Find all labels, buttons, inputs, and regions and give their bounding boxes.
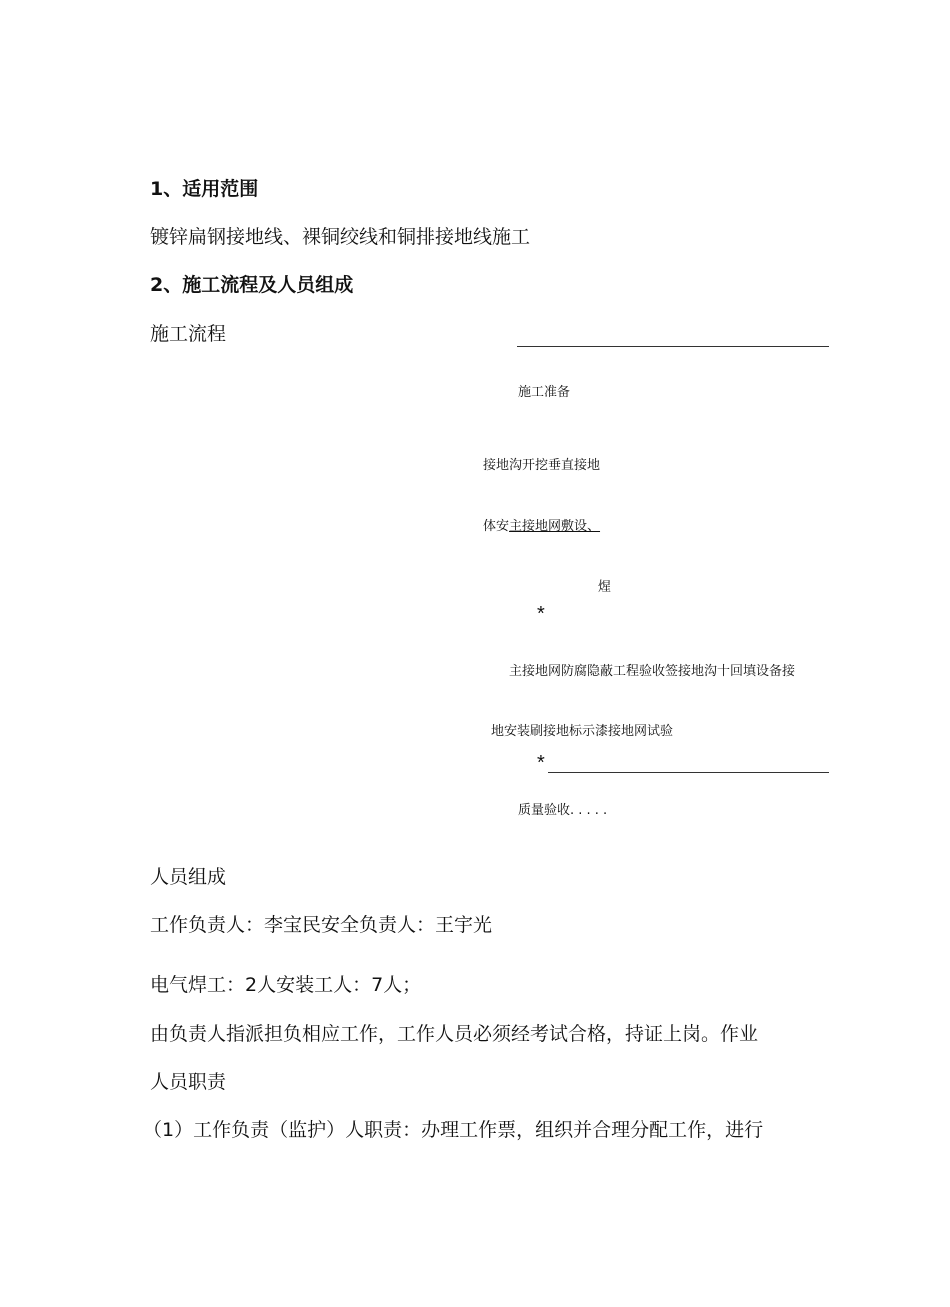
section-1-heading: 1、适用范围	[150, 178, 259, 200]
staff-line-5: （1）工作负责（监护）人职责：办理工作票，组织并合理分配工作，进行	[143, 1119, 764, 1141]
flow-star-2: *	[537, 752, 545, 774]
staff-heading: 人员组成	[150, 866, 227, 888]
section-2-heading: 2、施工流程及人员组成	[150, 274, 354, 296]
flow-heading: 施工流程	[150, 323, 227, 345]
staff-line-4: 人员职责	[150, 1071, 227, 1093]
flow-step-prep: 施工准备	[518, 385, 571, 400]
staff-line-2: 电气焊工：2人安装工人：7人；	[150, 974, 422, 996]
flow-line-b-underlined: 主接地网敷设、	[509, 519, 601, 534]
flow-line-d: 主接地网防腐隐蔽工程验收签接地沟十回填设备接	[509, 664, 796, 679]
flow-bottom-rule	[548, 772, 829, 773]
flow-line-a: 接地沟开挖垂直接地	[483, 458, 601, 473]
section-1-text: 镀锌扁钢接地线、裸铜绞线和铜排接地线施工	[150, 226, 531, 248]
flow-line-b	[483, 515, 600, 534]
flow-star-1: *	[537, 603, 545, 625]
staff-line-1: 工作负责人：李宝民安全负责人：王宇光	[150, 914, 493, 936]
flow-line-f: 质量验收. . . . .	[518, 803, 608, 818]
flow-top-rule	[517, 346, 829, 347]
flow-line-b-prefix: 体安	[483, 519, 510, 534]
staff-line-3: 由负责人指派担负相应工作，工作人员必须经考试合格，持证上岗。作业	[150, 1023, 759, 1045]
flow-line-e: 地安装刷接地标示漆接地网试验	[491, 724, 674, 739]
flow-line-c: 煋	[598, 580, 612, 595]
